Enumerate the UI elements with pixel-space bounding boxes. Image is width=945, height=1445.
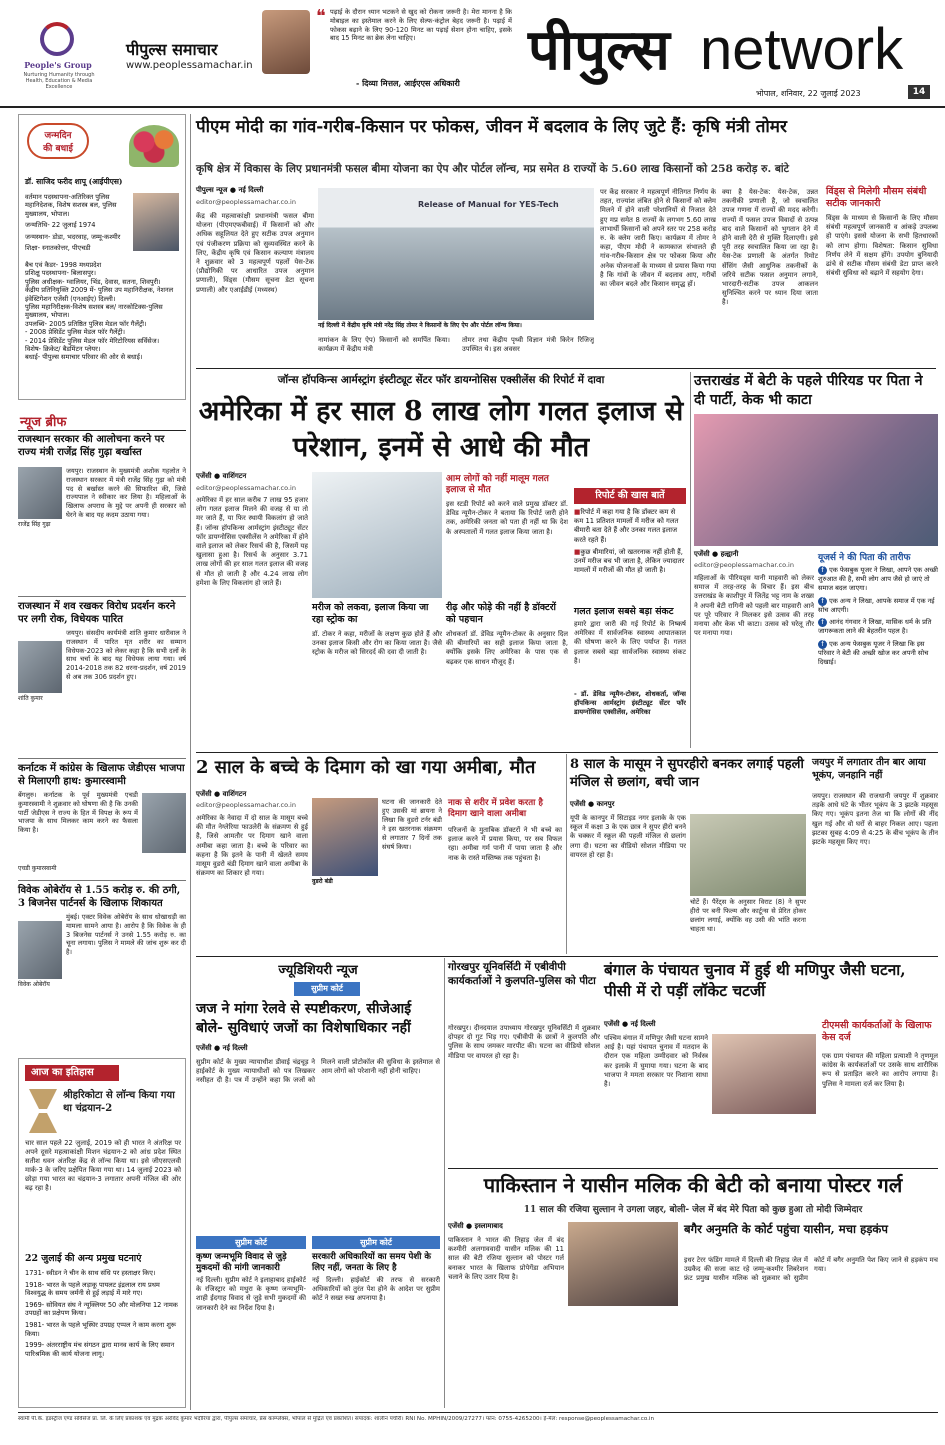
history-event: 1969- सोवियत संघ ने न्यूक्लियर 50 और मोलनिया 12 नामक उपग्रहों का प्रक्षेपण किया। [25, 1300, 178, 1318]
birthday-line: पुलिस अधीक्षक- ग्वालियर, भिंड, देवास, सतना, शिवपुरी। [25, 277, 161, 286]
birthday-box [18, 114, 186, 400]
birthday-lines [25, 193, 131, 255]
quote-author: - दिव्या मित्तल, आईएएस अधिकारी [356, 78, 460, 88]
lead-caption: नई दिल्ली में केंद्रीय कृषि मंत्री नरेंद्र सिंह तोमर ने किसानों के लिए ऐप और पोर्टल लॉन्च किया। [318, 322, 522, 329]
medical-email: editor@peoplessamachar.co.in [196, 484, 296, 492]
pakistan-side-title: बगैर अनुमति के कोर्ट पहुंचा यासीन, मचा हड़कंप [684, 1222, 888, 1236]
lead-subhead: कृषि क्षेत्र में विकास के लिए प्रधानमंत्री फसल बीमा योजना का ऐप और पोर्टल लॉन्च, मप्र समेत 8 राज्यों के 5.60 लाख किसानों को 258 करोड़ रु. बांटे [196, 163, 789, 175]
judiciary-header: ज्यूडिशियरी न्यूज [278, 963, 358, 978]
medical-sub1-body: डॉ. टोकर ने कहा, मरीजों के लक्षण कुछ होते हैं और उनका इलाज किसी और रोग का किया जाता है। जैसे स्ट्रोक के मरीज को सिरदर्द की दवा दी जाती है। [312, 630, 442, 657]
quote-icon: ❝ [316, 6, 326, 27]
brief-title: राजस्थान में शव रखकर विरोध प्रदर्शन करने पर लगी रोक, विधेयक पारित [18, 601, 176, 625]
amoeba-photo [312, 798, 378, 876]
gorakhpur-headline: गोरखपुर यूनिवर्सिटी में एबीवीपी कार्यकर्ताओं ने कुलपति-पुलिस को पीटा [448, 961, 596, 987]
medical-byline: एजेंसी ● वाशिंगटन [196, 472, 247, 480]
quake-title: जयपुर में लगातार तीन बार आया भूकंप, जनहानि नहीं [812, 757, 926, 781]
pakistan-photo [568, 1222, 678, 1306]
brief-title: राजस्थान सरकार की आलोचना करने पर राज्य मंत्री राजेंद्र सिंह गुढ़ा बर्खास्त [18, 434, 165, 458]
brief-caption: राजेंद्र सिंह गुढ़ा [18, 521, 51, 528]
medical-report-header: रिपोर्ट की खास बातें [574, 488, 686, 504]
birthday-name: डॉ. साजिद फरीद शापू (आईपीएस) [25, 177, 123, 186]
group-tagline: Nurturing Humanity through Health, Education & Media Excellence [23, 72, 95, 90]
medical-headline: अमेरिका में हर साल 8 लाख लोग गलत इलाज से परेशान, इनमें से आधे की मौत [198, 396, 684, 463]
brief-item [18, 433, 186, 593]
story3-title: सरकारी अधिकारियों का समय पेशी के लिए नहीं, जनता के लिए है [312, 1252, 432, 1273]
birthday-photo [133, 193, 179, 251]
lead-body-3: तोमर तथा केंद्रीय पृथ्वी विज्ञान मंत्री किरेन रिजिजू उपस्थित थे। इस अवसर [462, 336, 594, 354]
brief-photo [18, 467, 62, 519]
brief-caption: एचडी कुमारस्वामी [18, 865, 57, 872]
birthday-line: जन्मस्थान- डोडा, भदरवाह, जम्मू-कश्मीर [25, 232, 121, 241]
amoeba-photo-caption: वुडरो बंडी [312, 878, 333, 885]
dateline: भोपाल, शनिवार, 22 जुलाई 2023 [756, 89, 861, 98]
footer-imprint: स्वामी पी.के. इंडस्ट्रीज एण्ड सर्विसेज प्रा. लि. के लिए प्रकाशक एवं मुद्रक अरविंद कुमार भदौरिया द्वारा, पीपुल्स समाचार, प्रेस काम्प्लेक्स, भोपाल से मुद्रित एवं प्रकाशित। संपादक: शालीन पचौरी। RNI No. MPHIN/2009/27277। फोन: 0755-4265200। ई-मेल: response@peoplessamachar.co.in [18, 1416, 655, 1422]
birthday-badge [27, 123, 89, 159]
social-post [818, 597, 938, 615]
medical-aside-body: इस स्टडी रिपोर्ट को करने वाले प्रमुख डॉक्टर डॉ. डेविड न्यूमैन-टोकर ने बताया कि रिपोर्ट जारी होने तक, अमेरिकी जनता को पता ही नहीं था कि देश के अस्पतालों में गलत इलाज किया जाता है। [446, 500, 568, 536]
quote-author-photo [262, 10, 310, 74]
birthday-line: - 2014 प्रेसिडेंट पुलिस मेडल फॉर मेरिटोरियस सर्विसेज। [25, 336, 160, 345]
page-number: 14 [908, 85, 930, 99]
bengal-byline: एजेंसी ● नई दिल्ली [604, 1020, 656, 1028]
lead-body-4: पर केंद्र सरकार ने महत्वपूर्ण नीतिगत निर्णय के तहत, राज्यांश लंबित होने से किसानों को क्लेम मिलने में होने वाली परेशानियों से निजात देते हुए मप्र समेत 8 राज्यों के लगभग 5.60 लाख लाभार्थी किसानों को अपने स्तर पर 258 करोड़ रु. के क्लेम जारी किए। कार्यक्रम में तोमर ने कहा, पीएम मोदी ने कामकाज संभालते ही गांव-गरीब-किसान क्षेत्र पर फोकस किया और अनेक योजनाओं के माध्यम से प्रयास किया गया है कि गांवों के जीवन में बदलाव आए, गरीबों का जीवन बदले और किसान समृद्ध हों। [600, 188, 716, 289]
judiciary-body: सुप्रीम कोर्ट के मुख्य न्यायाधीश डीवाई चंद्रचूड़ ने हाईकोर्ट के मुख्य न्यायाधीशों को पत्र लिखकर नसीहत दी है। पत्र में उन्होंने कहा कि जजों को मिलने वाली प्रोटोकॉल की सुविधा के इस्तेमाल से आम लोगों को परेशानी नहीं होनी चाहिए। [196, 1058, 440, 1085]
history-box [18, 1058, 186, 1408]
uttarakhand-social [818, 566, 938, 748]
uttarakhand-photo [694, 414, 938, 546]
uttarakhand-body: महिलाओं के पीरियड्स यानी माहवारी को लेकर समाज में तरह-तरह के विचार हैं। इस बीच उत्तराखंड के काशीपुर में जितेंद्र भट्ट नाम के शख्स ने अपनी बेटी रागिनी को पहली बार माहवारी आने पर पूरे परिवार ने मिलकर इसे उत्सव की तरह मनाया और केक भी काटा। उत्सव को घरेलू तौर पर मनाया गया। [694, 574, 814, 638]
brief-caption: शांति कुमार [18, 695, 43, 702]
brief-body: मुंबई। एक्टर विवेक ओबेरॉय के साथ धोखाधड़ी का मामला सामने आया है। आरोप है कि विवेक के ही 3 बिजनेस पार्टनर्स ने उनसे 1.55 करोड़ रु. का चूना लगाया। पुलिस ने मामले की जांच शुरू कर दी है। [66, 913, 186, 957]
medical-report-point: ■ रिपोर्ट में कहा गया है कि डॉक्टर कम से कम 11 प्रतिशत मामलों में मरीज को गलत बीमारी बता देते हैं और उनका गलत इलाज करते रहते हैं। [574, 508, 686, 545]
social-post-text: आनंद गंगवार ने लिखा, मासिक धर्म के प्रति जागरूकता लाने की बेहतरीन पहल है। [818, 618, 932, 636]
history-header: आज का इतिहास [25, 1065, 119, 1081]
lead-body-1: केंद्र की महत्वाकांक्षी प्रधानमंत्री फसल बीमा योजना (पीएमएफबीवाई) में किसानों को और अधिक सहूलियत देते हुए सटीक उपज अनुमान एवं पंजीकरण प्रक्रिया को सुव्यवस्थित करने के लिए, केंद्रीय कृषि एवं किसान कल्याण मंत्रालय ने शुक्रवार को 3 महत्वपूर्ण पहलों येस-टेक (प्रौद्योगिकी पर आधारित उपज अनुमान प्रणाली), विंड्स (मौसम सूचना डेटा सूचना प्रणाली) और एआईडीई (मध्यस्थ) [196, 212, 314, 294]
history-event: 1731- स्वीडन ने चीन के साथ संधि पर हस्ताक्षर किए। [25, 1269, 156, 1277]
lead-body-5: क्या है येस-टेक: येस-टेक, उन्नत तकनीकी प्रणाली है, जो स्वचालित उपज गणना में राज्यों की मदद करेगी। राज्यों में फसल उपज विवादों से उत्पन्न बाद वाले किसानों को भुगतान देने में होने वाली देरी से मुक्ति दिलाएगी। इसे पूरी तरह स्वचालित किया जा रहा है। येस-टेक प्रणाली के अंतर्गत रिमोट सेंसिंग जैसी आधुनिक तकनीकों के जरिये सटीक फसल अनुमान लगाने, भारदारी-सटीक उपज आकलन सुनिश्चित करने पर ध्यान दिया जाता है। [722, 188, 818, 307]
history-events [25, 1269, 181, 1361]
brief-body: जयपुर। संसदीय कार्यमंत्री शांति कुमार धारीवाल ने राजस्थान में पारित मृत शरीर का सम्मान विधेयक-2023 को लेकर कहा है कि सभी दलों के साथ चर्चा के बाद यह विधेयक लाया गया। वर्ष 2014-2018 तक 82 धरना-प्रदर्शन, वर्ष 2019 से अब तक 306 प्रदर्शन हुए। [66, 629, 186, 681]
boy-body: यूपी के कानपुर में सिटाइड नगर इलाके के एक स्कूल में कक्षा 3 के एक छात्र ने सुपर हीरो बनने के चक्कर में स्कूल की पहली मंजिल से छलांग लगा दी। घटना का वीडियो सोशल मीडिया पर वायरल हो रहा है। [570, 814, 686, 859]
quake-body: जयपुर। राजस्थान की राजधानी जयपुर में शुक्रवार तड़के आधे घंटे के भीतर भूकंप के 3 झटके महसूस किए गए। भूकंप इतना तेज था कि लोगों की नींद खुल गई और वो घरों से बाहर निकल आए। पहला झटका सुबह 4:09 से 4:25 के बीच भूकंप के तीन झटके महसूस किए गए। [812, 792, 938, 847]
brief-caption: विवेक ओबेरॉय [18, 981, 50, 988]
brief-item [18, 758, 186, 878]
bengal-body: पश्चिम बंगाल में मणिपुर जैसी घटना सामने आई है। यहां पंचायत चुनाव में मतदान के दौरान एक महिला उम्मीदवार को निर्वस्त्र कर इलाके में घुमाया गया। घटना के बाद भाजपा ने ममता सरकार पर निशाना साधा है। [604, 1034, 708, 1089]
brief-header: न्यूज ब्रीफ [20, 415, 67, 430]
birthday-line: पुलिस महानिरीक्षक-विशेष सशस्त्र बल/ नारकोटिक्स-पुलिस मुख्यालय, भोपाल। [25, 303, 163, 320]
birthday-header-1: जन्मदिन [44, 131, 72, 141]
lead-photo [318, 188, 594, 320]
social-post-text: एक अन्य ने लिखा, आपके समाज में एक नई सोच आएगी। [818, 596, 935, 614]
birthday-line: शिक्षा- स्नातकोत्तर, पीएचडी [25, 244, 91, 253]
amoeba-nose-body: परिजनों के मुताबिक डॉक्टरों ने भी बच्चे का इलाज करने में प्रयास किया, पर सब विफल रहा। अमीबा गर्म पानी में पाया जाता है और नाक के रास्ते मस्तिष्क तक पहुंचता है। [448, 826, 562, 862]
social-post [818, 566, 938, 593]
sc-label: सुप्रीम कोर्ट [294, 982, 360, 996]
story2-title: कृष्ण जन्मभूमि विवाद से जुड़े मुकदमों की मांगी जानकारी [196, 1252, 287, 1273]
pakistan-side-body: इधर टेरर फंडिंग मामले में दिल्ली की तिहाड़ जेल में उम्रकैद की सजा काट रहे जम्मू-कश्मीर लिबरेशन फ्रंट प्रमुख यासीन मलिक को शुक्रवार को सुप्रीम कोर्ट में बगैर अनुमति पेश किए जाने से हड़कंप मच गया। [684, 1256, 938, 1283]
lead-byline: पीपुल्स न्यूज ● नई दिल्ली [196, 186, 264, 194]
amoeba-headline: 2 साल के बच्चे के दिमाग को खा गया अमीबा, मौत [196, 757, 536, 778]
history-events-header: 22 जुलाई की अन्य प्रमुख घटनाएं [25, 1253, 142, 1264]
bengal-headline: बंगाल के पंचायत चुनाव में हुई थी मणिपुर जैसी घटना, पीसी में रो पड़ीं लॉकेट चटर्जी [604, 961, 906, 1000]
story2-label: सुप्रीम कोर्ट [196, 1236, 306, 1249]
uttarakhand-social-header: यूजर्स ने की पिता की तारीफ [818, 553, 911, 563]
birthday-header-2-word: की [43, 144, 53, 154]
brief-photo [18, 641, 62, 693]
judiciary-byline: एजेंसी ● नई दिल्ली [196, 1044, 248, 1052]
group-name: People's Group [24, 60, 92, 70]
birthday-line: केंद्रीय प्रतिनियुक्ति 2009 में- पुलिस उप महानिरीक्षक, नेशनल इंवेस्टिगेशन एजेंसी (एनआईए) दिल्ली। [25, 286, 174, 303]
flower-icon [129, 125, 179, 167]
lead-side-title: विंड्स से मिलेगी मौसम संबंधी सटीक जानकारी [826, 186, 927, 209]
network-title-en: network [700, 17, 904, 82]
boy-headline: 8 साल के मासूम ने सुपरहीरो बनकर लगाई पहली मंजिल से छलांग, बची जान [570, 757, 804, 790]
uttarakhand-email: editor@peoplessamachar.co.in [694, 561, 794, 569]
hourglass-icon [29, 1089, 57, 1133]
story2-body: नई दिल्ली। सुप्रीम कोर्ट ने इलाहाबाद हाईकोर्ट के रजिस्ट्रार को मथुरा के कृष्ण जन्मभूमि-शाही ईदगाह विवाद से जुड़े सभी मुकदमों की जानकारी देने का निर्देश दिया है। [196, 1276, 306, 1312]
pakistan-body: पाकिस्तान ने भारत की तिहाड़ जेल में बंद कश्मीरी अलगाववादी यासीन मलिक की 11 साल की बेटी रजिया सुल्तान को पोस्टर गर्ल बनाकर भारत के खिलाफ प्रोपेगेंडा अभियान चलाने के लिए उतार दिया है। [448, 1236, 564, 1281]
lead-photo-banner: Release of Manual for YES-Tech [418, 200, 559, 209]
birthday-lines-2 [25, 261, 183, 362]
facebook-icon: f [818, 597, 827, 606]
birthday-line: जन्मतिथि- 22 जुलाई 1974 [25, 221, 96, 230]
lead-side-body: विंड्स के माध्यम से किसानों के लिए मौसम संबंधी महत्वपूर्ण जानकारी व आंकड़े उपलब्ध हो पाएंगे। इससे योजना के सभी हितधारकों को लाभ होगा। विशेषता: किसान सुविधा निर्णय लेने में सक्षम होंगे। उपयोग बुनियादी ढांचे से सटीक मौसम संबंधी डेटा प्राप्त करने संबंधी सुविधा को बढ़ाने में सहयोग देगा। [826, 214, 938, 278]
brief-item [18, 596, 186, 754]
bengal-photo [712, 1034, 816, 1114]
pakistan-headline: पाकिस्तान ने यासीन मलिक की बेटी को बनाया पोस्टर गर्ल [483, 1173, 903, 1197]
amoeba-byline: एजेंसी ● वाशिंगटन [196, 790, 247, 798]
history-title: श्रीहरिकोटा से लॉन्च किया गया था चंद्रयान-2 [63, 1090, 175, 1114]
boy-photo [690, 814, 806, 896]
birthday-line: बधाई- पीपुल्स समाचार परिवार की ओर से बधाई। [25, 353, 143, 362]
facebook-icon: f [818, 566, 827, 575]
website: www.peoplessamachar.in [126, 60, 253, 71]
brief-title: विवेक ओबेरॉय से 1.55 करोड़ रु. की ठगी, 3 बिजनेस पार्टनर्स के खिलाफ शिकायत [18, 885, 181, 909]
social-post [818, 618, 938, 636]
birthday-header-2 [29, 141, 87, 154]
medical-quote-author: - डॉ. डेविड न्यूमैन-टोकर, शोधकर्ता, जॉन्स हॉपकिन्स आर्मस्ट्रांग इंस्टीट्यूट सेंटर फॉर डायग्नोसिस एक्सीलेंस, अमेरिका [574, 690, 686, 716]
brief-body: जयपुर। राजस्थान के मुख्यमंत्री अशोक गहलोत ने राजस्थान सरकार में मंत्री राजेंद्र सिंह गुढ़ा को मंत्री पद से बर्खास्त करने की सिफारिश की, जिसे राज्यपाल ने स्वीकार कर लिया है। महिलाओं के खिलाफ अपराध के मुद्दे पर अपनी ही सरकार को घेरने के बाद यह कदम उठाया गया। [66, 467, 186, 519]
medical-sub2-title: रीढ़ और फोड़े की नहीं है डॉक्टरों को पहचान [446, 602, 556, 625]
brief-item [18, 880, 186, 1050]
medical-sub2-body: शोधकर्ता डॉ. डेविड न्यूमैन-टोकर के अनुसार दिल की बीमारियों का सही इलाज किया जाता है, क्योंकि इसके लिए अमेरिका के पास एक से बढ़कर एक साधन मौजूद हैं। [446, 630, 568, 666]
medical-photo [312, 472, 442, 598]
pakistan-subhead: 11 साल की रजिया सुल्तान ने उगला जहर, बोली- जेल में बंद मेरे पिता को कुछ हुआ तो मोदी जिम्मेदार [523, 1205, 863, 1215]
social-post-text: एक फेसबुक यूजर ने लिखा, आपने एक अच्छी शुरुआत की है, सभी लोग आप जैसे हो जाएं तो समाज बदल जाएगा। [818, 566, 938, 592]
brief-photo [18, 921, 62, 979]
birthday-line: वर्तमान पदस्थापना-अतिरिक्त पुलिस महानिदेशक, विशेष सशस्त्र बल, पुलिस मुख्यालय, भोपाल। [25, 193, 117, 218]
amoeba-body: अमेरिका के नेवादा में दो साल के मासूम बच्चे की मौत नेग्लेरिया फाउलेरी के संक्रमण से हुई है, जिसे आमतौर पर दिमाग खाने वाला अमीबा कहा जाता है। बच्चे के परिवार का कहना है कि इतने के पानी में खेलते समय मासूम वुडरो बंडी दिमाग खाने वाला अमीबा के संक्रमण का शिकार हो गया। [196, 814, 308, 878]
boy-byline: एजेंसी ● कानपुर [570, 800, 615, 808]
pakistan-byline: एजेंसी ● इस्लामाबाद [448, 1222, 503, 1230]
uttarakhand-headline: उत्तराखंड में बेटी के पहले पीरियड पर पिता ने दी पार्टी, केक भी काटा [694, 373, 923, 408]
history-body: चार साल पहले 22 जुलाई, 2019 को ही भारत ने अंतरिक्ष पर अपने दूसरे महत्वाकांक्षी मिशन चंद्रयान-2 को आंध्र प्रदेश स्थित सतीश धवन अंतरिक्ष केंद्र से लॉन्च किया था। इसे जीएसएलवी मार्क-3 के जरिए प्रक्षेपित किया गया था। 14 जुलाई 2023 को छोड़ा गया भारत का चंद्रयान-3 लगातार अपनी मंजिल की ओर बढ़ रहा है। [25, 1139, 181, 1192]
medical-kicker: जॉन्स हॉपकिन्स आर्मस्ट्रांग इंस्टीट्यूट सेंटर फॉर डायग्नोसिस एक्सीलेंस की रिपोर्ट में दावा [277, 374, 605, 386]
social-post [818, 640, 938, 667]
birthday-line: विशेष- क्रिकेट/ बैडमिंटन प्लेयर। [25, 345, 101, 354]
birthday-line: - 2008 प्रेसिडेंट पुलिस मेडल फॉर गैलेंट्री। [25, 328, 126, 337]
birthday-header-3-word: बधाई [55, 144, 73, 154]
uttarakhand-byline: एजेंसी ● हल्द्वानी [694, 550, 739, 558]
facebook-icon: f [818, 640, 827, 649]
social-post-text: एक अन्य फेसबुक यूजर ने लिखा कि इस परिवार ने बेटी की अच्छी खोज कर अपनी सोच दिखाई। [818, 640, 929, 666]
quote-text: पढ़ाई के दौरान ध्यान भटकने से खुद को रोकना जरूरी है। मेरा मानना है कि मोबाइल का इस्तेमाल करने के लिए सेल्फ-कंट्रोल बेहद जरूरी है। पढ़ाई में फोकस बढ़ाने के लिए 90-120 मिनट का पढ़ाई सेशन होना चाहिए, इसके बाद 15 मिनट का ब्रेक लेना चाहिए। [330, 8, 512, 43]
birthday-line: उपलब्धि- 2005 प्रतिष्ठित पुलिस मेडल फॉर गैलेंट्री। [25, 319, 147, 328]
lead-body-2: नामांकन के लिए ऐप) किसानों को समर्पित किया। कार्यक्रम में केंद्रीय मंत्री [318, 336, 450, 354]
amoeba-email: editor@peoplessamachar.co.in [196, 801, 296, 809]
amoeba-aside: घटना की जानकारी देते हुए उसकी मां ब्रायना ने लिखा कि वुडरो टर्नर बंडी ने इस खतरनाक संक्रमण से लगातार 7 दिनों तक संघर्ष किया। [382, 798, 442, 851]
medical-report-points [574, 508, 686, 578]
medical-body: अमेरिका में हर साल करीब 7 लाख 95 हजार लोग गलत इलाज मिलने की वजह से या तो मर जाते हैं, या फिर स्थायी विकलांग हो जाते हैं। जॉन्स हॉपकिन्स आर्मस्ट्रांग इंस्टीट्यूट सेंटर फॉर डायग्नोसिस एक्सीलेंस ने अमेरिका में होने वाले इलाज को लेकर रिसर्च की है, जिसमें यह खुलासा हुआ है। रिसर्च के अनुसार 3.71 लाख लोगों की हर साल गलत इलाज की वजह से मौत हो जाती है और 4.24 लाख लोग हमेशा के लिए विकलांग हो जाते हैं। [196, 496, 308, 587]
birthday-line: बैच एवं कैडर- 1998 मध्यप्रदेश [25, 261, 102, 269]
history-event: 1918- भारत के पहले लड़ाकू पायलट इंद्रलाल राय प्रथम विश्वयुद्ध के समय जर्मनी से हुई लड़ाई में मारे गए। [25, 1280, 160, 1298]
boy-caption: चोटें हैं। पैरेंट्स के अनुसार विराट (8) ने सुपर हीरो पर बनी फिल्म और कार्टून्स से प्रेरित होकर छलांग लगाई, क्योंकि वह उसी की भांति करना चाहता था। [690, 898, 806, 933]
bengal-side-title: टीएमसी कार्यकर्ताओं के खिलाफ केस दर्ज [822, 1020, 932, 1043]
history-event: 1981- भारत के पहले भूस्थिर उपग्रह एप्पल ने काम करना शुरू किया। [25, 1320, 176, 1338]
medical-quote-body: हमारे द्वारा जारी की गई रिपोर्ट के निष्कर्ष अमेरिका में सार्वजनिक स्वास्थ्य आपातकाल की घोषणा करने के लिए पर्याप्त हैं। गलत इलाज सबसे बड़ा सार्वजनिक स्वास्थ्य संकट है। [574, 620, 686, 665]
network-title-hi: पीपुल्स [528, 17, 670, 83]
history-event: 1999- अंतरराष्ट्रीय मंच संगठन द्वारा मानव कार्य के लिए समान पारिश्रमिक की कार्य योजना लागू। [25, 1341, 175, 1358]
medical-aside-title: आम लोगों को नहीं मालूम गलत इलाज से मौत [446, 474, 549, 495]
group-logo [40, 22, 74, 56]
gorakhpur-body: गोरखपुर। दीनदयाल उपाध्याय गोरखपुर यूनिवर्सिटी में शुक्रवार दोपहर दो गुट भिड़ गए। एबीवीपी के छात्रों ने कुलपति और पुलिस के साथ जमकर मारपीट की। घटना का वीडियो सोशल मीडिया पर वायरल हो रहा है। [448, 1024, 600, 1060]
judiciary-headline: जज ने मांगा रेलवे से स्पष्टीकरण, सीजेआई बोले- सुविधाएं जजों का विशेषाधिकार नहीं [196, 1001, 412, 1036]
amoeba-nose-title: नाक से शरीर में प्रवेश करता है दिमाग खाने वाला अमीबा [448, 798, 543, 819]
brief-body: बेंगलुरु। कर्नाटक के पूर्व मुख्यमंत्री एचडी कुमारस्वामी ने शुक्रवार को घोषणा की है कि उनकी पार्टी जेडीएस ने राज्य के हित में विपक्ष के रूप में भाजपा के साथ मिलकर काम करने का फैसला किया है। [18, 791, 138, 835]
lead-headline: पीएम मोदी का गांव-गरीब-किसान पर फोकस, जीवन में बदलाव के लिए जुटे हैं: कृषि मंत्री तोमर [196, 117, 787, 137]
bengal-side-body: एक ग्राम पंचायत की महिला प्रत्याशी ने तृणमूल कांग्रेस के कार्यकर्ताओं पर उसके साथ शारीरिक रूप से प्रताड़ित करने का आरोप लगाया है। पुलिस ने मामला दर्ज कर लिया है। [822, 1052, 938, 1088]
medical-report-point: ■ कुछ बीमारियां, जो खतरनाक नहीं होती हैं, उनमें मरीज बच भी जाता है, लेकिन ज्यादातर मामलों में मरीजों की मौत हो जाती है। [574, 548, 686, 576]
birthday-line: प्रशिक्षु पदस्थापना- बिलासपुर। [25, 269, 97, 278]
masthead [0, 0, 945, 108]
story3-body: नई दिल्ली। हाईकोर्ट की तरफ से सरकारी अधिकारियों को तुरंत पेश होने के आदेश पर सुप्रीम कोर्ट ने सख्त रुख अपनाया है। [312, 1276, 440, 1303]
lead-email: editor@peoplessamachar.co.in [196, 198, 296, 206]
paper-name: पीपुल्स समाचार [126, 40, 218, 59]
story3-label: सुप्रीम कोर्ट [312, 1236, 440, 1249]
brief-photo [142, 793, 186, 853]
medical-sub1-title: मरीज को लकवा, इलाज किया जा रहा स्ट्रोक का [312, 602, 429, 625]
brief-title: कर्नाटक में कांग्रेस के खिलाफ जेडीएस भाजपा से मिलाएगी हाथ: कुमारस्वामी [18, 763, 185, 787]
medical-quote-title: गलत इलाज सबसे बड़ा संकट [574, 606, 674, 617]
facebook-icon: f [818, 618, 827, 627]
